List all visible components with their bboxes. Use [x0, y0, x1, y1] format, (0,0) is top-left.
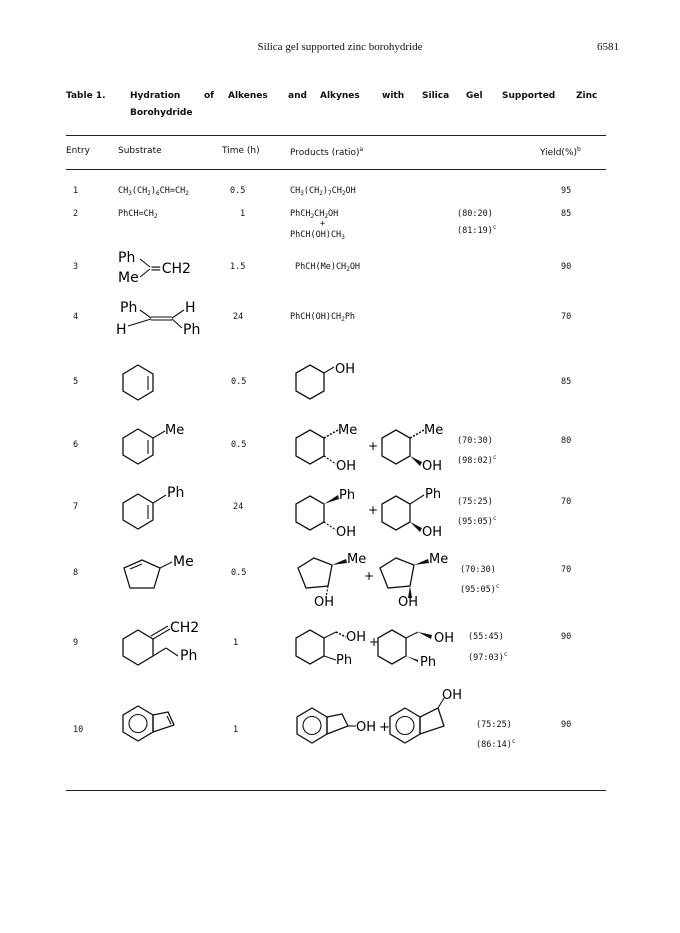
product-structures: [292, 418, 462, 472]
entry-number: 4: [73, 312, 79, 322]
product-structures: [292, 482, 462, 538]
structure-label: H: [185, 300, 196, 316]
structure-label: OH: [398, 595, 419, 608]
structure-label: Me: [338, 423, 358, 438]
plus-sign: +: [379, 720, 390, 735]
header-time: Time (h): [222, 146, 260, 156]
structure-label: Ph: [183, 322, 201, 338]
structure-label: Ph: [120, 300, 138, 316]
structure-label: Ph: [336, 653, 353, 668]
entry-number: 2: [73, 209, 79, 219]
structure-label: OH: [434, 631, 455, 646]
product-ratio: (55:45): [468, 632, 504, 642]
structure-label: Me: [347, 552, 367, 567]
table-bottom-rule: [66, 790, 606, 791]
cyclohexanol-structure: [292, 362, 372, 402]
structure-label: Me: [429, 552, 449, 567]
structure-label: OH: [336, 459, 357, 472]
product-ratio: (80:20): [457, 209, 493, 219]
running-title: Silica gel supported zinc borohydride: [257, 41, 423, 53]
product-structures: [292, 616, 462, 672]
yield-value: 70: [561, 312, 572, 322]
plus-sign: +: [369, 635, 380, 649]
entry-number: 1: [73, 186, 79, 196]
product-ratio: (75:25): [476, 720, 512, 730]
caption-word: Zinc: [576, 91, 598, 101]
structure-label: OH: [356, 720, 377, 735]
structure-label: Me: [424, 423, 444, 438]
structure-label: OH: [422, 525, 443, 538]
substrate-structure: [114, 298, 214, 338]
structure-label: Me: [118, 270, 139, 286]
structure-label: Ph: [118, 250, 136, 266]
product-formula: $PhCH(OH)CH_3$: [290, 230, 345, 241]
entry-number: 8: [73, 568, 79, 578]
substrate-structure: [114, 248, 214, 286]
caption-word: with: [382, 91, 405, 101]
caption-word: Hydration: [130, 91, 181, 101]
substrate-structure: [118, 420, 198, 466]
reaction-time: 1.5: [230, 262, 246, 272]
reaction-time: 0.5: [231, 568, 247, 578]
reaction-time: 0.5: [230, 186, 246, 196]
substrate-structure: [118, 548, 208, 592]
plus-sign: +: [364, 569, 375, 583]
cyclohexene-structure: [118, 362, 158, 402]
plus-sign: +: [368, 439, 379, 453]
structure-label: Ph: [167, 485, 185, 501]
structure-label: Ph: [180, 648, 198, 664]
structure-label: Me: [165, 423, 185, 438]
reaction-time: 1: [233, 638, 239, 648]
yield-value: 85: [561, 209, 572, 219]
reaction-time: 0.5: [231, 440, 247, 450]
product-ratio-alt: (95:05)$^c$: [457, 515, 497, 527]
product-ratio-alt: (86:14)$^c$: [476, 738, 516, 750]
yield-value: 90: [561, 262, 572, 272]
yield-value: 95: [561, 186, 572, 196]
plus-sign: +: [320, 219, 326, 229]
reaction-time: 24: [233, 502, 244, 512]
caption-word: Supported: [502, 91, 556, 101]
structure-label: CH2: [170, 620, 200, 636]
substrate-structure: [118, 618, 218, 670]
product-structures: [292, 548, 462, 608]
product-ratio-alt: (95:05)$^c$: [460, 583, 500, 595]
entry-number: 5: [73, 377, 79, 387]
page-number: 6581: [597, 41, 619, 53]
product-ratio: (70:30): [457, 436, 493, 446]
structure-label: OH: [314, 595, 335, 608]
table-label: Table 1.: [66, 91, 106, 101]
product-ratio-alt: (97:03)$^c$: [468, 651, 508, 663]
product-ratio-alt: (81:19)$^c$: [457, 224, 497, 236]
structure-label: OH: [422, 459, 443, 472]
product-ratio-alt: (98:02)$^c$: [457, 454, 497, 466]
yield-value: 70: [561, 565, 572, 575]
caption-word: Gel: [466, 91, 483, 101]
yield-value: 85: [561, 377, 572, 387]
substrate-formula: $CH_3(CH_2)_6CH=CH_2$: [118, 186, 189, 197]
structure-label: OH: [346, 630, 367, 645]
yield-value: 90: [561, 720, 572, 730]
product-structures: [292, 688, 472, 750]
product-formula: $PhCH_2CH_2OH$: [290, 209, 339, 220]
structure-label: OH: [336, 525, 357, 538]
entry-number: 9: [73, 638, 79, 648]
entry-number: 3: [73, 262, 79, 272]
structure-label: Ph: [425, 487, 442, 502]
yield-value: 80: [561, 436, 572, 446]
caption-word: and: [288, 91, 307, 101]
structure-label: Ph: [420, 655, 437, 670]
product-ratio: (75:25): [457, 497, 493, 507]
reaction-time: 0.5: [231, 377, 247, 387]
table-caption-line2: Borohydride: [130, 108, 193, 118]
indene-structure: [118, 700, 198, 746]
header-substrate: Substrate: [118, 146, 162, 156]
caption-word: Alkynes: [320, 91, 360, 101]
yield-value: 70: [561, 497, 572, 507]
structure-label: H: [116, 322, 127, 338]
product-formula: $CH_3(CH_2)_7CH_2OH$: [290, 186, 356, 197]
substrate-formula: $PhCH=CH_2$: [118, 209, 158, 220]
reaction-time: 1: [240, 209, 246, 219]
structure-label: OH: [335, 362, 356, 377]
header-entry: Entry: [66, 146, 90, 156]
plus-sign: +: [368, 503, 379, 517]
caption-word: Silica: [422, 91, 450, 101]
reaction-time: 24: [233, 312, 244, 322]
product-ratio: (70:30): [460, 565, 496, 575]
structure-label: OH: [442, 688, 463, 703]
product-formula: $PhCH(Me)CH_2OH$: [295, 262, 361, 273]
substrate-structure: [118, 482, 208, 532]
header-yield: Yield(%)$^b$: [540, 146, 581, 158]
table-header-rule: [66, 169, 606, 170]
entry-number: 6: [73, 440, 79, 450]
header-products: Products (ratio)$^a$: [290, 146, 364, 158]
product-formula: $PhCH(OH)CH_2Ph$: [290, 312, 356, 323]
entry-number: 10: [73, 725, 84, 735]
structure-label: =CH2: [150, 261, 191, 277]
yield-value: 90: [561, 632, 572, 642]
structure-label: Ph: [339, 488, 356, 503]
table-top-rule: [66, 135, 606, 136]
caption-word: Alkenes: [228, 91, 268, 101]
table-caption: [66, 91, 606, 101]
structure-label: Me: [173, 554, 194, 570]
caption-word: of: [204, 91, 215, 101]
entry-number: 7: [73, 502, 79, 512]
reaction-time: 1: [233, 725, 239, 735]
